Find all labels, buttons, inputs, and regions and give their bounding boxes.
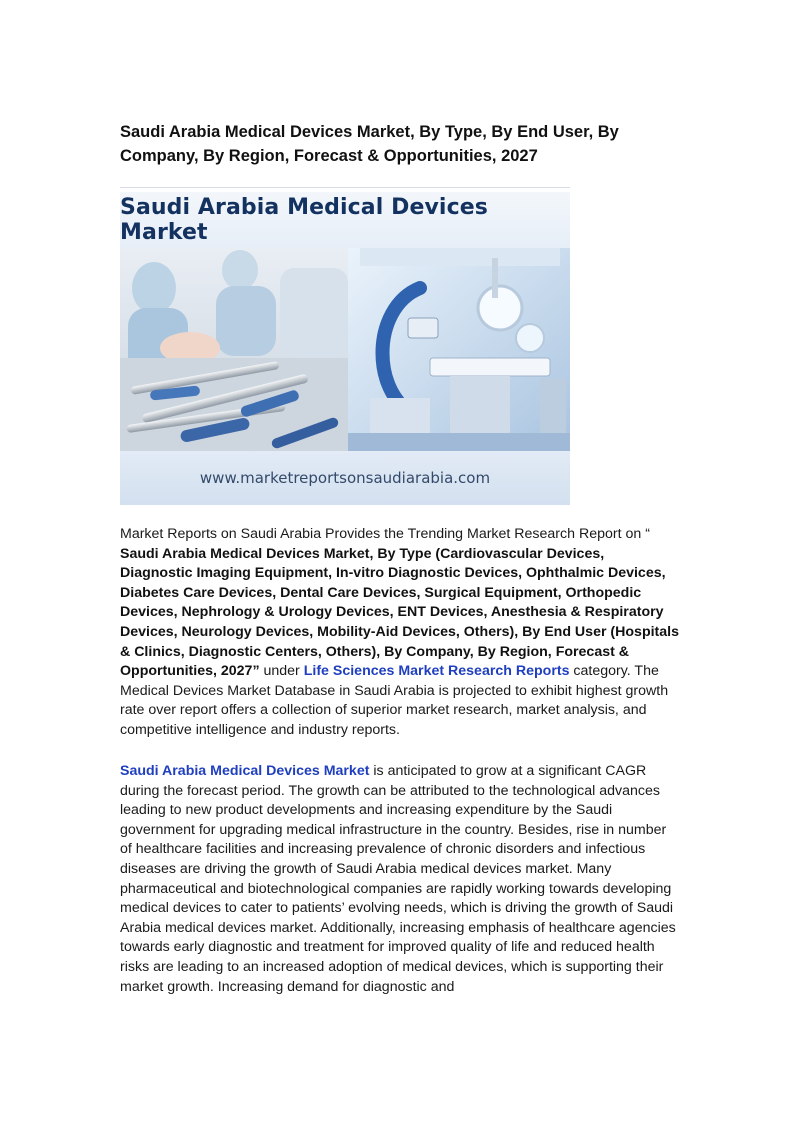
banner-footer-strip — [120, 451, 570, 505]
banner-url: www.marketreportsonsaudiarabia.com — [199, 469, 491, 487]
banner-heading: Saudi Arabia Medical Devices Market — [120, 195, 488, 245]
intro-rest-text: category. The Medical Devices Market Database in Saudi Arabia is projected to exhibit highest growth rate over report offers a collection of superior market research, market analysis, and competitive intelligence and industry reports. — [120, 663, 669, 738]
market-banner-image — [120, 192, 570, 505]
report-title-bold: Saudi Arabia Medical Devices Market, By Type (Cardiovascular Devices, Diagnostic Imaging Equipment, In-vitro Diagnostic Devices, Ophthalmic Devices, Diabetes Care Devices, Dental Care Devices, Surgical Equipment, Orthopedic Devices, Nephrology & Urology Devices, ENT Devices, Anesthesia & Respiratory Devices, Neurology Devices, Mobility-Aid Devices, Others), By End User (Hospitals & Clinics, Diagnostic Centers, Others), By Company, By Region, Forecast & Opportunities, 2027” — [120, 545, 679, 680]
life-sciences-category-link[interactable]: Life Sciences Market Research Reports — [303, 663, 570, 680]
under-text: under — [259, 663, 304, 680]
title-divider — [120, 187, 570, 188]
market-overview-paragraph — [120, 762, 680, 997]
document-title: Saudi Arabia Medical Devices Market, By Type, By End User, By Company, By Region, Forecast & Opportunities, 2027 — [120, 123, 619, 165]
medical-equipment-illustration — [120, 248, 570, 451]
market-report-link[interactable]: Saudi Arabia Medical Devices Market — [120, 763, 370, 779]
intro-paragraph — [120, 525, 680, 741]
market-overview-text: is anticipated to grow at a significant CAGR during the forecast period. The growth can be attributed to the technological advances leading to new product developments and increasing expenditure by the Saudi government for upgrading medical infrastructure in the country. Besides, rise in number of healthcare facilities and increasing prevalence of chronic disorders and infectious diseases are driving the growth of Saudi Arabia medical devices market. Many pharmaceutical and biotechnological companies are rapidly working towards developing medical devices to cater to patients’ evolving needs, which is driving the growth of Saudi Arabia medical devices market. Additionally, increasing emphasis of healthcare agencies towards early diagnostic and treatment for improved quality of life and reduced health risks are leading to an increased adoption of medical devices, which is supporting their market growth. Increasing demand for diagnostic and — [120, 763, 676, 995]
banner-heading-strip — [120, 192, 570, 248]
intro-text: Market Reports on Saudi Arabia Provides the Trending Market Research Report on “ — [120, 526, 650, 542]
